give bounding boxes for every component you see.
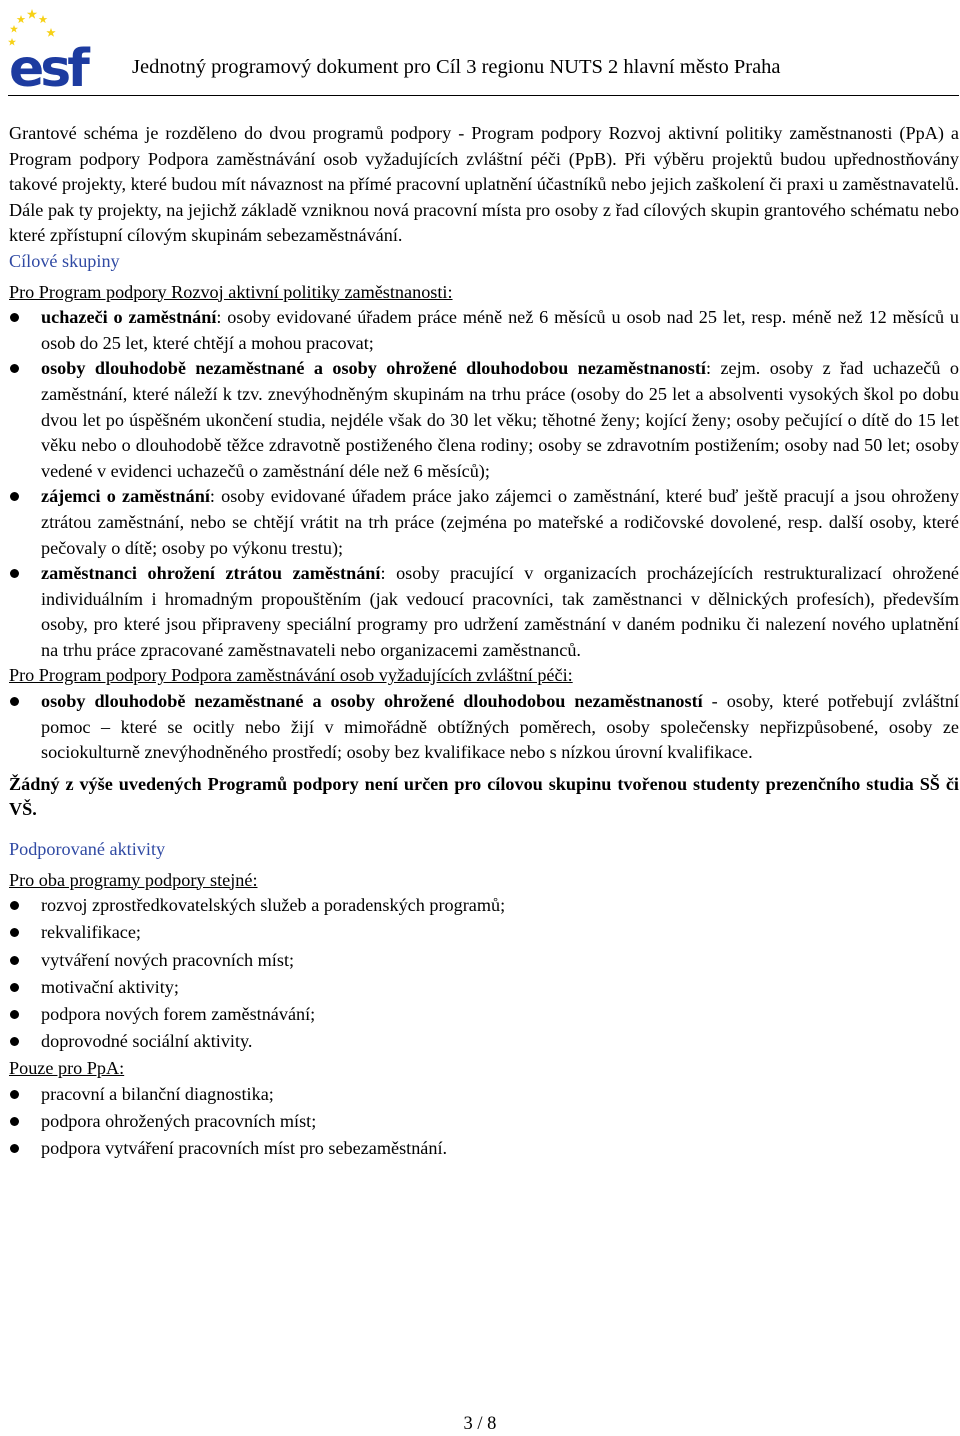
list-item: rekvalifikace; xyxy=(9,920,959,946)
activities-heading: Podporované aktivity xyxy=(9,839,166,860)
list-item-term: osoby dlouhodobě nezaměstnané a osoby ohrožené dlouhodobou nezaměstnaností xyxy=(41,691,703,712)
list-item-term: uchazeči o zaměstnání xyxy=(41,307,217,328)
document-body xyxy=(9,121,959,1164)
list-item xyxy=(9,484,959,561)
list-item xyxy=(9,356,959,484)
ppb-groups-heading: Pro Program podpory Podpora zaměstnávání osob vyžadujících zvláštní péči: xyxy=(9,665,573,686)
list-item-term: zaměstnanci ohrožení ztrátou zaměstnání xyxy=(41,563,381,584)
intro-paragraph: Grantové schéma je rozděleno do dvou programů podpory - Program podpory Rozvoj aktivní politiky zaměstnanosti (PpA) a Program podpory Podpora zaměstnávání osob vyžadujících zvláštní péči (PpB). Při výběru projektů budou upřednostňovány takové projekty, které budou mít návaznost na přímé pracovní uplatnění účastníků nebo jejich zaškolení či praxi u zaměstnavatelů. Dále pak ty projekty, na jejichž základě vzniknou nová pracovní místa pro osoby z řad cílových skupin grantového schématu nebo které zpřístupní cílovým skupinám sebezaměstnávání. xyxy=(9,123,959,246)
ppa-groups-list xyxy=(9,305,959,663)
page-number: 3 / 8 xyxy=(463,1414,497,1434)
list-item: rozvoj zprostředkovatelských služeb a poradenských programů; xyxy=(9,893,959,919)
ppa-only-heading: Pouze pro PpA: xyxy=(9,1058,125,1079)
list-item xyxy=(9,561,959,663)
list-item-text: : osoby evidované úřadem práce jako zájemci o zaměstnání, které buď ještě pracují a jsou ohroženy ztrátou zaměstnání, nebo se chtějí vrátit na trh práce (zejména po mateřské a rodičovské dovolené, resp. další osoby, které pečovaly o dítě; osoby po výkonu trestu); xyxy=(41,486,959,558)
esf-logo-text: esf xyxy=(9,39,86,90)
list-item-text: : osoby evidované úřadem práce méně než 6 měsíců u osob nad 25 let, resp. méně než 12 měsíců u osob do 25 let, které chtějí a mohou pracovat; xyxy=(41,307,959,353)
list-item xyxy=(9,689,959,766)
list-item-text: : osoby pracující v organizacích procházejících restrukturalizací ohrožené individuálním i hromadným propouštěním (jak vedoucí pracovníci, tak zaměstnanci v dělnických profesích), především osoby, pro které jsou připraveny speciální programy pro udržení zaměstnání v daném podniku či nalezení nového uplatnění na trhu práce zpracované zaměstnavateli nebo organizacemi zaměstnanců. xyxy=(41,563,959,660)
header-title: Jednotný programový dokument pro Cíl 3 regionu NUTS 2 hlavní město Praha xyxy=(132,56,781,78)
list-item: motivační aktivity; xyxy=(9,975,959,1001)
target-groups-heading: Cílové skupiny xyxy=(9,250,120,271)
ppa-only-list xyxy=(9,1082,959,1162)
students-exclusion-note: Žádný z výše uvedených Programů podpory není určen pro cílovou skupinu tvořenou studenty prezenčního studia SŠ či VŠ. xyxy=(9,773,959,820)
esf-logo xyxy=(8,6,106,90)
ppb-groups-list xyxy=(9,689,959,766)
header-divider xyxy=(8,95,959,96)
list-item: podpora vytváření pracovních míst pro sebezaměstnání. xyxy=(9,1136,959,1162)
list-item-text: : zejm. osoby z řad uchazečů o zaměstnání, které náleží k tzv. znevýhodněným skupinám na trhu práce (osoby do 25 let a absolventi vysokých škol po dobu dvou let po úspěšném ukončení studia, nejdéle však do 30 let věku; těhotné ženy; kojící ženy; osoby pečující o dítě do 15 let věku nebo o dlouhodobě těžce zdravotně postiženého člena rodiny; osoby se zdravotním postižením; osoby nad 50 let; osoby vedené v evidenci uchazečů o zaměstnání déle než 6 měsíců); xyxy=(41,358,959,481)
list-item: vytváření nových pracovních míst; xyxy=(9,948,959,974)
both-programs-list xyxy=(9,893,959,1055)
list-item-term: zájemci o zaměstnání xyxy=(41,486,210,507)
list-item: pracovní a bilanční diagnostika; xyxy=(9,1082,959,1108)
ppa-groups-heading: Pro Program podpory Rozvoj aktivní politiky zaměstnanosti: xyxy=(9,281,453,302)
list-item: podpora ohrožených pracovních míst; xyxy=(9,1109,959,1135)
list-item-text: - osoby, které potřebují zvláštní pomoc – které se ocitly nebo žijí v mimořádně obtížných poměrech, osoby společensky nepřizpůsobené, osoby ze sociokulturně znevýhodněného prostředí; osoby bez kvalifikace nebo s nízkou úrovní kvalifikace. xyxy=(41,691,959,763)
list-item xyxy=(9,305,959,356)
list-item: podpora nových forem zaměstnávání; xyxy=(9,1002,959,1028)
list-item-term: osoby dlouhodobě nezaměstnané a osoby ohrožené dlouhodobou nezaměstnaností xyxy=(41,358,706,379)
both-programs-heading: Pro oba programy podpory stejné: xyxy=(9,869,258,890)
list-item: doprovodné sociální aktivity. xyxy=(9,1029,959,1055)
